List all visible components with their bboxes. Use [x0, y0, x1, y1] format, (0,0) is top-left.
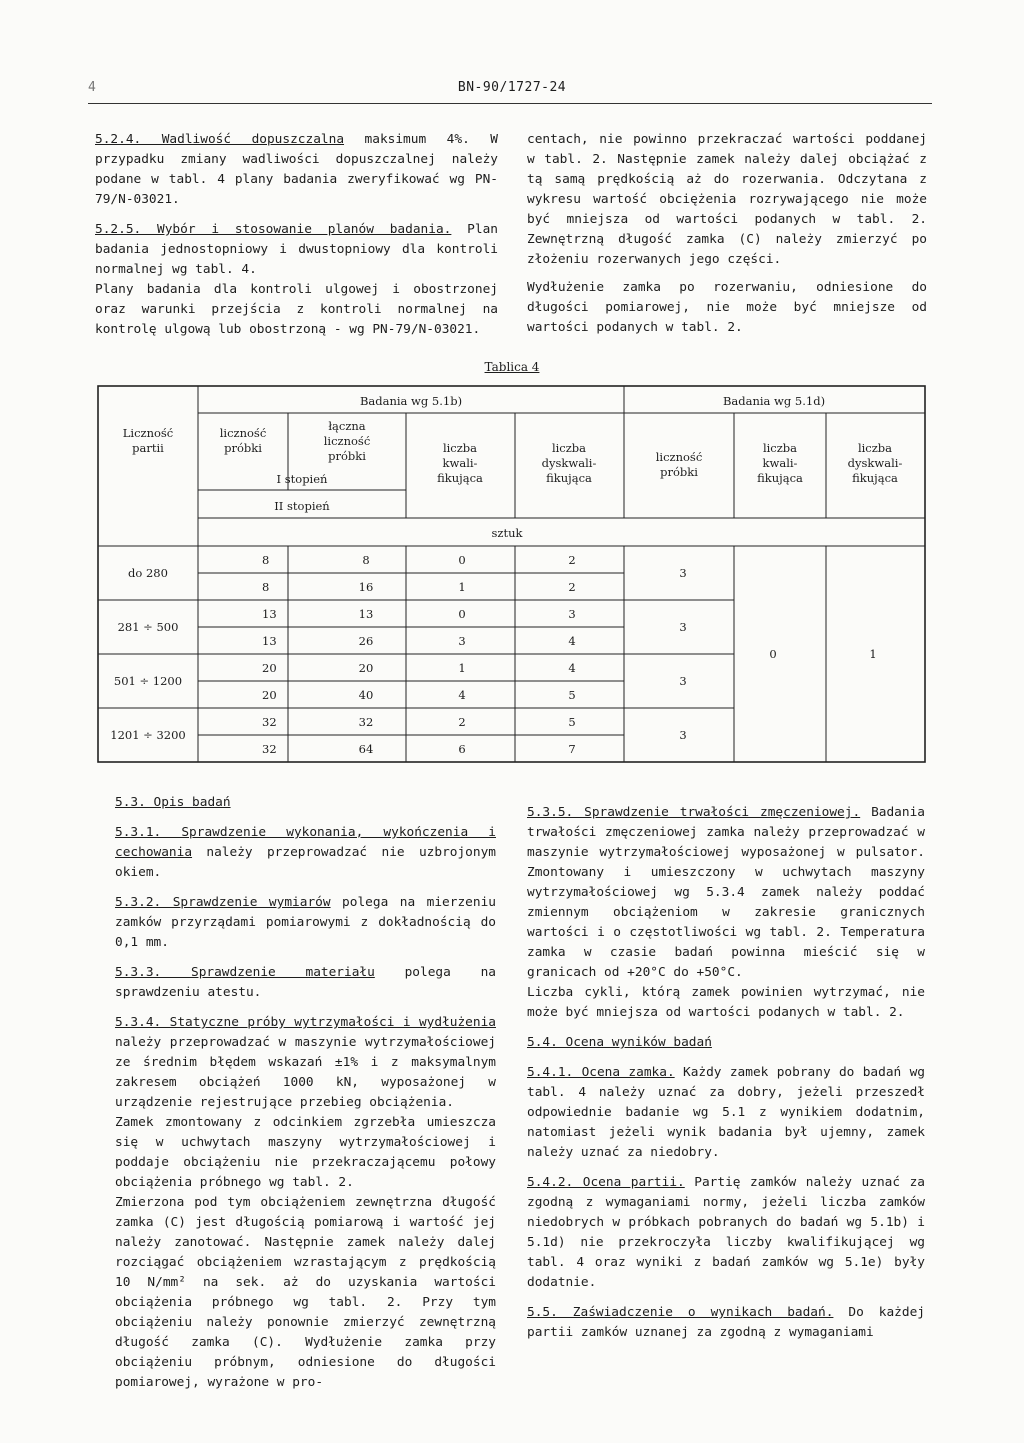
cell-total: 64: [358, 742, 374, 756]
cell-qual: 0: [458, 553, 466, 567]
header-sample2-1: liczność: [655, 450, 703, 464]
cell-qual2-all: 0: [769, 647, 777, 661]
cell-total: 16: [358, 580, 374, 594]
paragraph-text: maksimum 4%. W przypadku zmiany wadliwości dopuszczalnej należy podane w tabl. 4 plany badania zweryfikować wg PN-79/N-03021.: [95, 132, 498, 207]
cell-total: 26: [358, 634, 374, 648]
paragraph-text: Badania trwałości zmęczeniowej zamka należy przeprowadzać w maszynie wytrzymałościowej wyposażonej w pulsator. Zmontowany i umieszczony w uchwytach maszyny wytrzymałościowej wg 5.3.4 zamek należy poddać zmiennym obciążeniom w zakresie granicznych wartości i o częstotliwości wg tabl. 2. Temperatura zamka w czasie badań powinna mieścić się w granicach od +20°C do +50°C.: [527, 805, 925, 980]
paragraph: [115, 893, 496, 953]
paragraph-text: polega na mierzeniu zamków przyrządami pomiarowymi z dokładnością do 0,1 mm.: [115, 895, 496, 950]
paragraph-text: Liczba cykli, którą zamek powinien wytrzymać, nie może być mniejsza od wartości podanych w tabl. 2.: [527, 985, 925, 1020]
group-header-5-1b: Badania wg 5.1b): [359, 394, 463, 408]
header-total-sample-2: liczność: [323, 434, 371, 448]
section-heading: 5.4.1. Ocena zamka.: [527, 1065, 675, 1080]
paragraph-text: Zmierzona pod tym obciążeniem zewnętrzna długość zamka (C) jest długością pomiarową i wartość jej należy zanotować. Następnie zamek należy dalej rozciągać obciążeniem wzrastającym z prędkością 10 N/mm² na sek. aż do uzyskania wartości obciążenia próbnego wg tabl. 2. Przy tym obciążeniu należy ponownie zmierzyć zewnętrzną długość zamka (C). Wydłużenie zamka przy obciążeniu próbnym, odniesione do długości pomiarowej, wyrażone w pro-: [115, 1195, 496, 1390]
cell-disq: 2: [568, 580, 576, 594]
header-disq2-2: dyskwali-: [847, 456, 903, 470]
section-heading: 5.4. Ocena wyników badań: [527, 1035, 712, 1050]
header-disq2-3: fikująca: [852, 471, 898, 485]
paragraph: [115, 1113, 496, 1193]
page-number: 4: [88, 80, 96, 95]
header-qual-3: fikująca: [437, 471, 483, 485]
cell-qual: 4: [458, 688, 466, 702]
header-stage-2: II stopień: [274, 499, 330, 513]
unit-label: sztuk: [491, 526, 523, 540]
group-header-5-1d: Badania wg 5.1d): [722, 394, 826, 408]
cell-sample: 20: [262, 688, 277, 702]
section-heading: 5.3.5. Sprawdzenie trwałości zmęczeniowej.: [527, 805, 861, 820]
lot-range: 1201 ÷ 3200: [110, 728, 186, 742]
header-total-sample-1: łączna: [328, 419, 366, 433]
table-border: [98, 386, 925, 762]
cell-qual: 1: [458, 661, 466, 675]
paragraph: [115, 1193, 496, 1393]
cell-sample: 13: [262, 634, 277, 648]
lot-range: 501 ÷ 1200: [113, 674, 183, 688]
header-lot-size-2: partii: [132, 441, 164, 455]
cell-total: 13: [358, 607, 374, 621]
paragraph: [527, 1063, 925, 1163]
cell-disq: 3: [568, 607, 576, 621]
paragraph: [527, 1303, 925, 1343]
section-heading: 5.3.1. Sprawdzenie wykonania, wykończenia i cechowania: [115, 825, 496, 860]
header-qual2-1: liczba: [762, 441, 798, 455]
cell-qual: 3: [458, 634, 466, 648]
header-qual2-2: kwali-: [762, 456, 798, 470]
cell-total: 20: [358, 661, 374, 675]
cell-qual: 1: [458, 580, 466, 594]
section-heading: 5.4.2. Ocena partii.: [527, 1175, 685, 1190]
cell-sample: 32: [262, 715, 277, 729]
document-id: BN-90/1727-24: [457, 80, 567, 95]
cell-disq: 4: [568, 634, 576, 648]
paragraph: [527, 983, 925, 1023]
table-caption-text: Tablica 4: [484, 360, 540, 374]
paragraph-text: należy przeprowadzać w maszynie wytrzymałościowej ze średnim błędem wskazań ±1% i z maksymalnym zakresem obciążeń 1000 kN, wyposażonej w urządzenie rejestrujące przebieg obciążenia.: [115, 1035, 496, 1110]
cell-total: 8: [362, 553, 370, 567]
paragraph-text: Plan badania jednostopniowy i dwustopniowy dla kontroli normalnej wg tabl. 4.: [95, 222, 498, 277]
cell-disq: 7: [568, 742, 576, 756]
header-lot-size-1: Liczność: [122, 426, 174, 440]
paragraph-text: Zamek zmontowany z odcinkiem zgrzebła umieszcza się w uchwytach maszyny wytrzymałościowej i poddaje obciążeniu nie przekraczającemu połowy obciążenia próbnego wg tabl. 2.: [115, 1115, 496, 1190]
paragraph-text: Plany badania dla kontroli ulgowej i obostrzonej oraz warunki przejścia z kontroli normalnej na kontrolę ulgową lub obostrzoną - wg PN-79/N-03021.: [95, 282, 498, 337]
section-heading: 5.5. Zaświadczenie o wynikach badań.: [527, 1305, 834, 1320]
header-sample-size-2: próbki: [224, 441, 262, 455]
paragraph: [115, 823, 496, 883]
header-qual2-3: fikująca: [757, 471, 803, 485]
section-heading: 5.3.4. Statyczne próby wytrzymałości i wydłużenia: [115, 1015, 496, 1030]
paragraph-text: centach, nie powinno przekraczać wartości poddanej w tabl. 2. Następnie zamek należy dalej obciążać z tą samą prędkością aż do rozerwania. Odczytana z wykresu wartość obciężenia rozrywającego nie może być mniejsza od wartości podanych w tabl. 2. Zewnętrzną długość zamka (C) należy zmierzyć po złożeniu rozerwanych jego części.: [527, 132, 927, 267]
paragraph: [527, 1173, 925, 1293]
cell-qual: 6: [458, 742, 466, 756]
paragraph: [115, 793, 496, 813]
section-heading: 5.2.5. Wybór i stosowanie planów badania.: [95, 222, 452, 237]
lot-range: 281 ÷ 500: [117, 620, 179, 634]
cell-total: 40: [358, 688, 374, 702]
header-qual-1: liczba: [442, 441, 478, 455]
body-left-column: [115, 793, 496, 1393]
cell-sample: 20: [262, 661, 277, 675]
header-sample2-2: próbki: [660, 465, 698, 479]
paragraph: [527, 803, 925, 983]
cell-disq2-all: 1: [869, 647, 877, 661]
paragraph-text: Do każdej partii zamków uznanej za zgodną z wymaganiami: [527, 1305, 925, 1340]
section-heading: 5.3. Opis badań: [115, 795, 231, 810]
paragraph: [115, 1013, 496, 1113]
header-total-sample-3: próbki: [328, 449, 366, 463]
lot-range: do 280: [128, 566, 168, 580]
cell-sample: 8: [262, 580, 270, 594]
cell-sample2: 3: [679, 728, 687, 742]
header-disq-2: dyskwali-: [541, 456, 597, 470]
section-heading: 5.2.4. Wadliwość dopuszczalna: [95, 132, 345, 147]
header-disq-1: liczba: [551, 441, 587, 455]
paragraph-text: polega na sprawdzeniu atestu.: [115, 965, 496, 1000]
cell-total: 32: [358, 715, 374, 729]
paragraph: [115, 963, 496, 1003]
cell-sample: 32: [262, 742, 277, 756]
section-heading: 5.3.3. Sprawdzenie materiału: [115, 965, 375, 980]
cell-disq: 5: [568, 688, 576, 702]
cell-qual: 2: [458, 715, 466, 729]
paragraph: [527, 1033, 925, 1053]
header-sample-size-1: liczność: [219, 426, 267, 440]
paragraph-text: Partię zamków należy uznać za zgodną z wymaganiami normy, jeżeli liczba zamków niedobrych w próbkach pobranych do badań wg 5.1b) i 5.1d) nie przekroczyła liczby kwalifikującej wg tabl. 4 oraz wyniki z badań zamków wg 5.1e) były dodatnie.: [527, 1175, 925, 1290]
section-heading: 5.3.2. Sprawdzenie wymiarów: [115, 895, 331, 910]
header-qual-2: kwali-: [442, 456, 478, 470]
paragraph-text: Każdy zamek pobrany do badań wg tabl. 4 należy uznać za dobry, jeżeli przeszedł odpowiednie badanie wg 5.1 z wynikiem dodatnim, natomiast jeżeli wynik badania był ujemny, zamek należy uznać za niedobry.: [527, 1065, 925, 1160]
cell-disq: 2: [568, 553, 576, 567]
cell-disq: 5: [568, 715, 576, 729]
cell-sample: 8: [262, 553, 270, 567]
cell-sample2: 3: [679, 674, 687, 688]
cell-qual: 0: [458, 607, 466, 621]
cell-sample2: 3: [679, 620, 687, 634]
paragraph-text: należy przeprowadzać nie uzbrojonym okiem.: [115, 845, 496, 880]
header-disq2-1: liczba: [857, 441, 893, 455]
cell-sample: 13: [262, 607, 277, 621]
paragraph-text: Wydłużenie zamka po rozerwaniu, odniesione do długości pomiarowej, nie może być mniejsze od wartości podanych w tabl. 2.: [527, 280, 927, 335]
body-right-column: [527, 803, 925, 1343]
header-stage-1: I stopień: [276, 472, 328, 486]
cell-sample2: 3: [679, 566, 687, 580]
header-disq-3: fikująca: [546, 471, 592, 485]
cell-disq: 4: [568, 661, 576, 675]
